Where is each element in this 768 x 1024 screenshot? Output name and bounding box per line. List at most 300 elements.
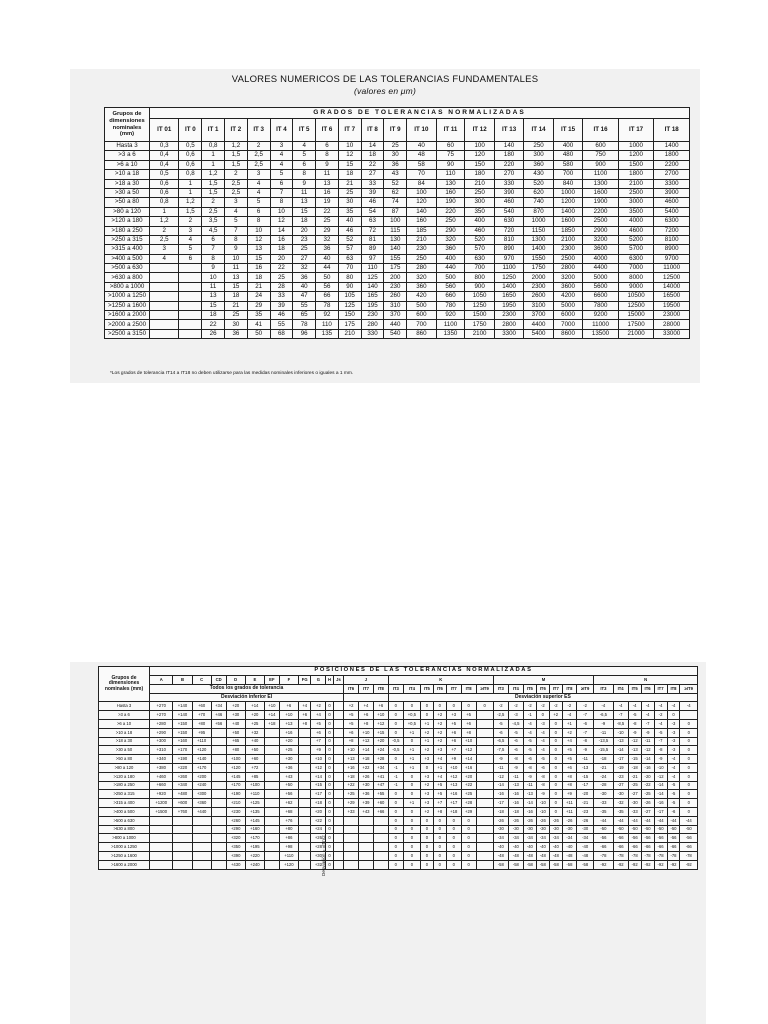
table-cell: -16: [493, 790, 508, 799]
table-cell: [298, 755, 311, 764]
table-cell: 125: [361, 273, 384, 282]
table-cell: 0: [403, 790, 420, 799]
table-cell: [298, 825, 311, 834]
table-cell: -2: [654, 711, 667, 720]
table-cell: 230: [384, 282, 407, 291]
table-cell: [476, 728, 493, 737]
table-cell: +34: [373, 763, 388, 772]
table-cell: 860: [407, 329, 436, 338]
table-cell: [211, 737, 226, 746]
table-cell: 21: [225, 301, 248, 310]
table-row: [99, 737, 698, 746]
table-cell: [333, 825, 343, 834]
grade-header: IT8: [461, 684, 476, 693]
table-cell: 1150: [524, 226, 553, 235]
table-cell: 2900: [583, 226, 619, 235]
column-header: IT 6: [316, 119, 339, 142]
table-cell: +3: [420, 790, 433, 799]
table-cell: 110: [361, 264, 384, 273]
table-cell: +200: [192, 772, 211, 781]
table-cell: -33: [628, 807, 641, 816]
table-cell: 32: [316, 235, 339, 244]
super-header: GRADOS DE TOLERANCIAS NORMALIZADAS: [150, 108, 690, 119]
table-cell: +30: [279, 755, 298, 764]
table-cell: 40: [293, 282, 316, 291]
table-cell: +34: [211, 702, 226, 711]
table-cell: 0: [549, 799, 562, 808]
table-cell: 210: [465, 179, 494, 188]
table-cell: 1500: [618, 160, 654, 169]
column-header: IT 9: [384, 119, 407, 142]
table-cell: -16: [508, 799, 523, 808]
table-cell: 540: [494, 207, 523, 216]
table-cell: 0: [549, 728, 562, 737]
table-cell: -30: [562, 825, 576, 834]
table-cell: -6: [577, 719, 594, 728]
table-cell: -14: [493, 781, 508, 790]
table-cell: -27: [613, 781, 628, 790]
table-cell: [333, 860, 343, 869]
table-cell: [333, 834, 343, 843]
column-header: IT 4: [270, 119, 293, 142]
table-cell: 2800: [553, 264, 582, 273]
table-cell: 200: [384, 273, 407, 282]
table-cell: +14: [311, 772, 326, 781]
table-cell: [211, 851, 226, 860]
table-cell: -40: [577, 843, 594, 852]
table-cell: +28: [311, 843, 326, 852]
table-cell: 63: [361, 217, 384, 226]
table-cell: -50: [680, 825, 698, 834]
table-cell: 4600: [618, 226, 654, 235]
table-cell: -66: [654, 843, 667, 852]
table-cell: 4600: [654, 198, 690, 207]
table-cell: -6: [493, 728, 508, 737]
table-cell: 0: [680, 790, 698, 799]
table-cell: 0: [461, 816, 476, 825]
table-cell: 13: [202, 292, 225, 301]
grade-header: IT8: [562, 684, 576, 693]
table-cell: +50: [279, 781, 298, 790]
table-cell: 1050: [465, 292, 494, 301]
table-cell: +25: [245, 719, 264, 728]
row-label: >50 a 80: [99, 755, 150, 764]
table-cell: 18: [202, 311, 225, 320]
table-cell: +14: [264, 711, 279, 720]
table-cell: 11: [225, 264, 248, 273]
table-cell: 0: [388, 755, 403, 764]
table-cell: -9: [577, 746, 594, 755]
table-cell: +440: [192, 807, 211, 816]
table-cell: 8900: [654, 245, 690, 254]
table-cell: [150, 273, 179, 282]
table-cell: +340: [150, 755, 173, 764]
grade-header: IT6: [641, 684, 654, 693]
row-label: >800 a 1000: [99, 834, 150, 843]
table-cell: +340: [173, 781, 192, 790]
table-cell: 2,5: [150, 235, 179, 244]
table-cell: 0,6: [179, 151, 202, 160]
table-cell: +120: [192, 746, 211, 755]
table-cell: 1200: [553, 198, 582, 207]
table-cell: 81: [361, 235, 384, 244]
table-cell: 1200: [618, 151, 654, 160]
table-cell: -26: [577, 816, 594, 825]
table-cell: -2: [536, 702, 549, 711]
table-cell: 2700: [654, 170, 690, 179]
table-cell: 2500: [583, 217, 619, 226]
table-cell: 1850: [553, 226, 582, 235]
table-row: [105, 226, 690, 235]
table-cell: [333, 851, 343, 860]
table-cell: 160: [407, 217, 436, 226]
table-cell: 0: [403, 781, 420, 790]
table-cell: -4: [680, 702, 698, 711]
table-cell: [211, 843, 226, 852]
table-cell: 5: [293, 151, 316, 160]
table-cell: [680, 711, 698, 720]
table-cell: 5: [179, 245, 202, 254]
table-cell: +1: [433, 763, 446, 772]
table-cell: +140: [173, 702, 192, 711]
table-cell: 24: [247, 292, 270, 301]
table-cell: +5: [344, 711, 359, 720]
table-cell: 17500: [618, 320, 654, 329]
doc1-title: VALORES NUMERICOS DE LAS TOLERANCIAS FUNDAMENTALES: [231, 74, 539, 85]
table-cell: -1: [388, 772, 403, 781]
table-cell: [211, 781, 226, 790]
table-cell: 0: [388, 711, 403, 720]
table-cell: 360: [524, 160, 553, 169]
table-cell: -44: [641, 816, 654, 825]
table-cell: 12: [338, 151, 361, 160]
table-cell: +17: [446, 799, 461, 808]
table-cell: -2: [508, 702, 523, 711]
table-cell: +10: [446, 763, 461, 772]
table-cell: -50: [641, 825, 654, 834]
table-cell: -56: [667, 834, 680, 843]
table-cell: -8,5: [613, 719, 628, 728]
table-cell: 3: [150, 245, 179, 254]
table-cell: [264, 860, 279, 869]
grade-header: IT5: [420, 684, 433, 693]
table-cell: 1,5: [179, 207, 202, 216]
table-cell: -19: [613, 763, 628, 772]
table-cell: 14: [361, 142, 384, 151]
table-cell: 0,4: [150, 151, 179, 160]
table-cell: [173, 816, 192, 825]
table-cell: 52: [338, 235, 361, 244]
table-cell: 100: [384, 217, 407, 226]
table-cell: [211, 790, 226, 799]
table-cell: 4: [225, 207, 248, 216]
column-header: IT 7: [338, 119, 361, 142]
table-cell: 21: [338, 179, 361, 188]
table-cell: -2: [523, 702, 536, 711]
table-cell: 3: [225, 198, 248, 207]
table-cell: 110: [316, 320, 339, 329]
table-cell: -4: [641, 711, 654, 720]
table-cell: 9: [225, 245, 248, 254]
table-cell: [298, 746, 311, 755]
table-row: [105, 217, 690, 226]
table-cell: +80: [279, 825, 298, 834]
position-letter: F: [279, 676, 298, 685]
table-cell: 740: [524, 198, 553, 207]
table-cell: -17: [613, 755, 628, 764]
table-cell: 4200: [553, 292, 582, 301]
table-cell: +80: [192, 719, 211, 728]
table-cell: -24: [594, 772, 613, 781]
grade-header: IT4: [508, 684, 523, 693]
table-cell: -4: [523, 719, 536, 728]
table-cell: 0: [461, 860, 476, 869]
table-cell: 3600: [553, 282, 582, 291]
table-cell: -40: [562, 843, 576, 852]
table-cell: +190: [226, 790, 245, 799]
table-cell: -66: [613, 843, 628, 852]
table-cell: [476, 825, 493, 834]
table-cell: +2: [344, 702, 359, 711]
table-cell: +98: [279, 843, 298, 852]
table-cell: [173, 834, 192, 843]
table-row: [105, 254, 690, 263]
table-cell: 12500: [618, 301, 654, 310]
table-cell: 22: [316, 207, 339, 216]
table-cell: 570: [465, 245, 494, 254]
table-cell: 1,2: [179, 198, 202, 207]
table-cell: 5200: [618, 235, 654, 244]
table-cell: 0: [536, 711, 549, 720]
table-cell: [150, 311, 179, 320]
table-cell: [359, 825, 374, 834]
table-cell: 46: [338, 226, 361, 235]
position-group-j: J: [344, 676, 389, 685]
table-row: [99, 851, 698, 860]
table-cell: +380: [150, 763, 173, 772]
table-cell: +20: [279, 737, 298, 746]
table-cell: -14: [613, 746, 628, 755]
table-cell: [476, 772, 493, 781]
table-cell: +18: [311, 799, 326, 808]
table-cell: +5: [562, 755, 576, 764]
table-cell: -48: [577, 851, 594, 860]
table-row: [105, 170, 690, 179]
table-cell: +140: [173, 711, 192, 720]
table-cell: [150, 264, 179, 273]
table-cell: [192, 825, 211, 834]
table-cell: 20: [270, 254, 293, 263]
row-label: >1600 a 2000: [99, 860, 150, 869]
table-cell: 0: [420, 825, 433, 834]
vertical-label: Desviación = ±ITn/2: [321, 835, 326, 876]
table-cell: -4: [523, 728, 536, 737]
table-cell: 330: [494, 179, 523, 188]
row-label: >250 a 315: [105, 235, 150, 244]
table-cell: +8: [344, 737, 359, 746]
table-cell: 0,8: [179, 170, 202, 179]
table-cell: +1: [403, 746, 420, 755]
table-cell: +20: [245, 711, 264, 720]
table-cell: -2: [577, 702, 594, 711]
table-cell: -15: [628, 755, 641, 764]
table-cell: [298, 790, 311, 799]
table-cell: 0: [680, 763, 698, 772]
table-cell: +6: [298, 711, 311, 720]
table-cell: 0: [420, 843, 433, 852]
table-cell: 30: [338, 198, 361, 207]
table-cell: 0: [549, 763, 562, 772]
table-cell: 15: [247, 254, 270, 263]
position-letter: B: [173, 676, 192, 685]
table-cell: 15: [338, 160, 361, 169]
grade-header: IT6: [433, 684, 446, 693]
table-cell: -26: [562, 816, 576, 825]
table-cell: [150, 843, 173, 852]
table-cell: +40: [245, 737, 264, 746]
table-cell: 2200: [583, 207, 619, 216]
table-cell: -4: [654, 702, 667, 711]
row-label: >1250 a 1600: [99, 851, 150, 860]
row-label: >2500 a 3150: [105, 329, 150, 338]
table-cell: +2: [420, 781, 433, 790]
table-cell: +3: [420, 755, 433, 764]
table-cell: +120: [279, 860, 298, 869]
table-cell: 5400: [524, 329, 553, 338]
table-cell: 28000: [654, 320, 690, 329]
table-cell: +28: [461, 799, 476, 808]
table-cell: +40: [226, 719, 245, 728]
table-cell: 2500: [618, 188, 654, 197]
table-cell: 300: [465, 198, 494, 207]
table-cell: 0: [326, 781, 333, 790]
table-cell: +210: [226, 799, 245, 808]
table-cell: +9: [311, 746, 326, 755]
table-cell: -78: [613, 851, 628, 860]
table-cell: [344, 816, 359, 825]
table-cell: [150, 292, 179, 301]
table-cell: -12: [654, 772, 667, 781]
table-cell: 0: [433, 816, 446, 825]
table-cell: 5000: [583, 273, 619, 282]
table-cell: 180: [494, 151, 523, 160]
table-cell: -0,5: [388, 737, 403, 746]
table-cell: 1100: [494, 264, 523, 273]
position-letter: D: [226, 676, 245, 685]
table-cell: +6: [279, 702, 298, 711]
table-cell: -44: [680, 816, 698, 825]
table-row: [105, 245, 690, 254]
table-cell: 58: [407, 160, 436, 169]
table-cell: +22: [311, 816, 326, 825]
table-cell: [179, 320, 202, 329]
table-cell: +14: [359, 746, 374, 755]
table-cell: 6300: [654, 217, 690, 226]
table-cell: [179, 273, 202, 282]
table-cell: -18: [508, 807, 523, 816]
row-label: >800 a 1000: [105, 282, 150, 291]
table-cell: +20: [373, 737, 388, 746]
table-cell: +50: [245, 746, 264, 755]
table-cell: 39: [270, 301, 293, 310]
table-cell: 0: [680, 772, 698, 781]
table-cell: [359, 816, 374, 825]
table-cell: -13: [577, 763, 594, 772]
table-cell: -48: [493, 851, 508, 860]
position-letter: C: [192, 676, 211, 685]
table-cell: 520: [524, 179, 553, 188]
table-cell: +145: [245, 816, 264, 825]
table-cell: 14: [270, 226, 293, 235]
table-cell: 440: [436, 264, 465, 273]
table-cell: 0: [446, 825, 461, 834]
table-cell: [150, 851, 173, 860]
table-cell: [476, 799, 493, 808]
table-cell: 0: [549, 719, 562, 728]
table-cell: 560: [436, 282, 465, 291]
table-cell: 0: [461, 702, 476, 711]
table-cell: [150, 329, 179, 338]
table-cell: +13: [446, 781, 461, 790]
table-cell: -4: [667, 755, 680, 764]
row-label: >1000 a 1250: [105, 292, 150, 301]
table-cell: -58: [508, 860, 523, 869]
table-cell: -12: [628, 737, 641, 746]
grade-header: IT7: [654, 684, 667, 693]
table-cell: 810: [494, 235, 523, 244]
table-cell: [476, 790, 493, 799]
table-cell: 0: [326, 843, 333, 852]
table-cell: 0: [680, 781, 698, 790]
table-cell: 0: [446, 834, 461, 843]
table-cell: 0: [388, 799, 403, 808]
table-cell: -11: [523, 781, 536, 790]
table-cell: 35: [247, 311, 270, 320]
table-cell: 390: [494, 188, 523, 197]
table-cell: 210: [407, 235, 436, 244]
table-cell: 5000: [553, 301, 582, 310]
grade-header: ≥IT9: [680, 684, 698, 693]
grade-header: IT6: [536, 684, 549, 693]
table-cell: -6,5: [594, 711, 613, 720]
table-cell: 6: [316, 142, 339, 151]
table-cell: 180: [465, 170, 494, 179]
table-cell: 0: [326, 860, 333, 869]
table-cell: -7: [654, 737, 667, 746]
table-cell: -30: [613, 790, 628, 799]
table-cell: 3: [247, 170, 270, 179]
table-cell: +4: [433, 772, 446, 781]
table-cell: -66: [667, 843, 680, 852]
table-cell: 0: [403, 834, 420, 843]
table-cell: 0: [446, 860, 461, 869]
table-cell: 52: [384, 179, 407, 188]
table-row: [105, 198, 690, 207]
tolerance-positions-page: [70, 662, 706, 1024]
table-cell: [333, 781, 343, 790]
table-cell: +6: [562, 763, 576, 772]
table-cell: -6: [536, 763, 549, 772]
table-cell: +270: [150, 702, 173, 711]
table-cell: [211, 834, 226, 843]
table-row: [105, 320, 690, 329]
table-cell: 18: [338, 170, 361, 179]
table-cell: 0: [420, 834, 433, 843]
table-cell: 1: [179, 188, 202, 197]
table-cell: +32: [311, 860, 326, 869]
table-cell: -3: [667, 737, 680, 746]
table-cell: 250: [524, 142, 553, 151]
